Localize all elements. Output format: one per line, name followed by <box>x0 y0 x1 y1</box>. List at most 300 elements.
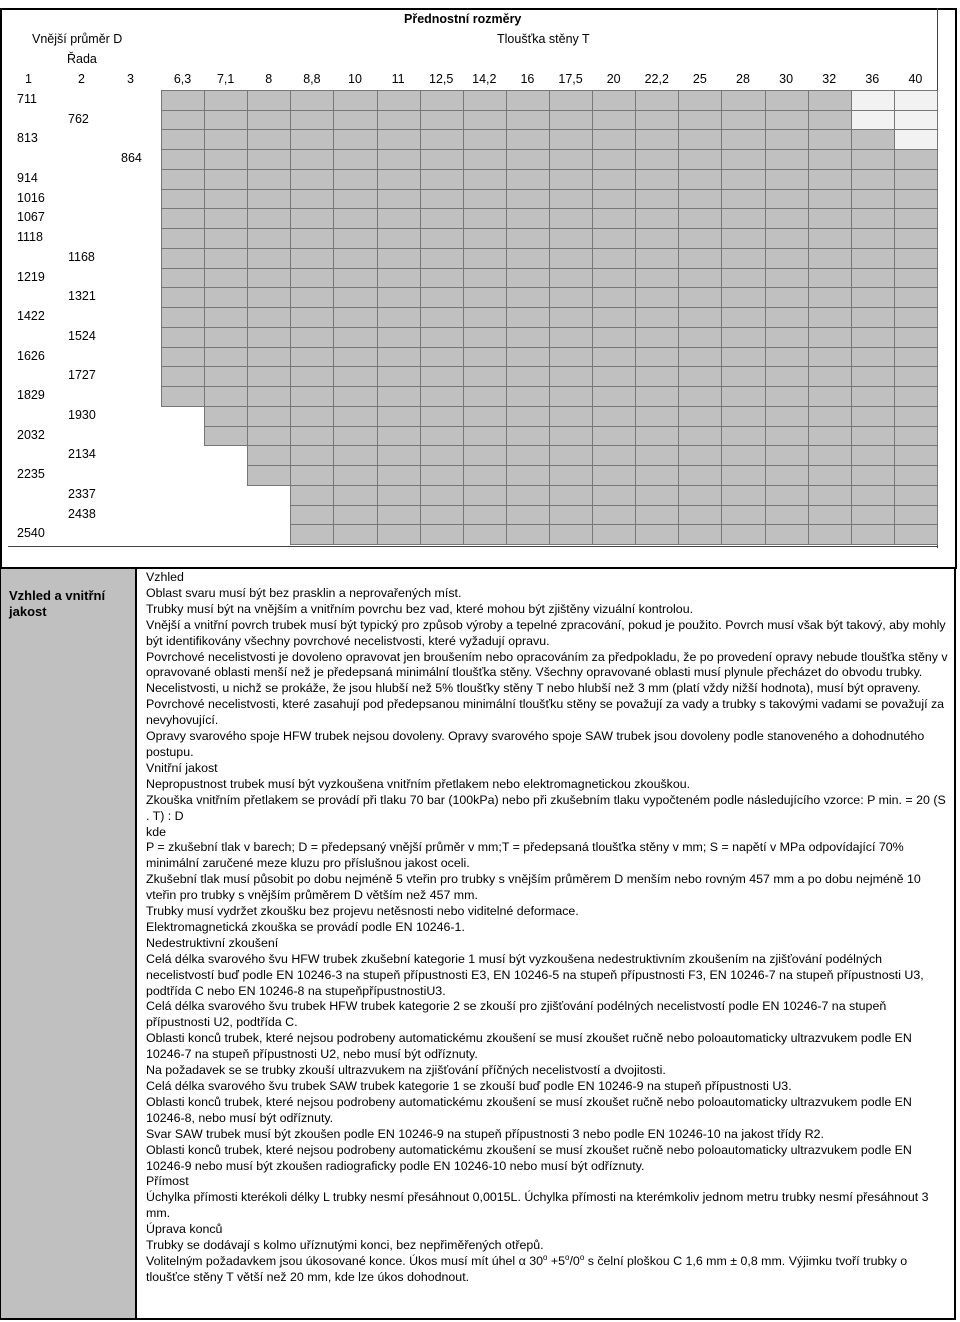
availability-cell <box>506 505 550 526</box>
availability-cell <box>420 465 464 486</box>
availability-cell <box>247 366 291 387</box>
availability-cell <box>247 129 291 150</box>
diameter-label: 2032 <box>17 427 45 442</box>
availability-cell <box>721 169 765 190</box>
availability-cell <box>635 406 679 427</box>
availability-cell <box>592 169 636 190</box>
availability-cell <box>161 208 205 229</box>
availability-cell <box>463 406 507 427</box>
availability-cell <box>333 465 377 486</box>
paragraph: Oblasti konců trubek, které nejsou podrobeny automatickému zkoušení se musí zkoušet ručně nebo poloautomaticky ultrazvukem podle EN 10246-7 na stupeň přípustnosti U2, nebo musí být odříznuty. <box>146 1031 912 1062</box>
availability-cell <box>678 445 722 466</box>
availability-cell <box>377 287 421 308</box>
availability-cell <box>420 208 464 229</box>
availability-cell <box>506 189 550 210</box>
availability-cell <box>463 268 507 289</box>
availability-cell <box>506 386 550 407</box>
availability-cell <box>592 347 636 368</box>
availability-cell <box>851 445 895 466</box>
availability-cell <box>377 386 421 407</box>
availability-cell <box>377 129 421 150</box>
availability-cell <box>420 149 464 170</box>
paragraph: Zkušební tlak musí působit po dobu nejméně 5 vteřin pro trubky s vnějším průměrem D menším nebo rovným 457 mm a po dobu nejméně 10 vteřin pro trubky s vnějším průměrem D větším než 457 mm. <box>146 872 921 903</box>
availability-cell <box>204 90 248 111</box>
availability-cell <box>463 327 507 348</box>
availability-cell <box>894 406 938 427</box>
availability-cell <box>765 110 809 131</box>
availability-cell <box>678 426 722 447</box>
availability-cell <box>765 129 809 150</box>
table-title: Přednostní rozměry <box>404 12 522 26</box>
availability-cell <box>420 366 464 387</box>
availability-cell <box>247 268 291 289</box>
availability-cell <box>420 268 464 289</box>
availability-cell <box>333 129 377 150</box>
availability-cell <box>161 366 205 387</box>
thickness-header: 14,2 <box>472 72 497 86</box>
paragraph: Oblasti konců trubek, které nejsou podrobeny automatickému zkoušení se musí zkoušet ručně nebo poloautomaticky ultrazvukem podle EN 10246-8, nebo musí být odříznuty. <box>146 1094 912 1125</box>
availability-cell <box>851 169 895 190</box>
availability-cell <box>678 110 722 131</box>
availability-cell <box>549 129 593 150</box>
paragraph: P = zkušební tlak v barech; D = předepsaný vnější průměr v mm;T = předepsaná tloušťka stěny v mm; S = napětí v MPa odpovídající 70% minimální zaručené meze kluzu pro příslušnou jakost oceli. <box>146 840 904 871</box>
availability-cell <box>290 208 334 229</box>
availability-cell <box>506 110 550 131</box>
availability-cell <box>333 208 377 229</box>
availability-cell <box>808 485 852 506</box>
availability-cell <box>290 307 334 328</box>
availability-cell <box>851 307 895 328</box>
table-border-left <box>0 8 2 569</box>
availability-cell <box>808 287 852 308</box>
availability-cell <box>808 228 852 249</box>
availability-cell <box>333 485 377 506</box>
availability-cell <box>721 406 765 427</box>
thickness-header: 40 <box>908 72 923 86</box>
availability-cell <box>247 445 291 466</box>
availability-cell <box>290 228 334 249</box>
availability-cell <box>161 327 205 348</box>
availability-cell <box>204 189 248 210</box>
availability-cell <box>635 110 679 131</box>
series-label: Řada <box>67 52 97 66</box>
availability-cell <box>463 129 507 150</box>
paragraph: Elektromagnetická zkouška se provádí podle EN 10246-1. <box>146 919 465 934</box>
availability-cell <box>721 445 765 466</box>
availability-cell <box>247 327 291 348</box>
paragraph: Trubky musí být na vnějším a vnitřním povrchu bez vad, které mohou být zjištěny vizuální kontrolou. <box>146 601 694 616</box>
availability-cell <box>808 169 852 190</box>
availability-cell <box>333 228 377 249</box>
availability-cell <box>894 268 938 289</box>
availability-cell <box>463 90 507 111</box>
availability-cell <box>894 307 938 328</box>
availability-cell <box>549 90 593 111</box>
availability-cell <box>808 347 852 368</box>
availability-cell <box>851 485 895 506</box>
availability-cell <box>247 189 291 210</box>
availability-cell <box>506 287 550 308</box>
diameter-label: 864 <box>121 151 142 165</box>
availability-cell <box>333 90 377 111</box>
availability-cell <box>894 169 938 190</box>
availability-cell <box>851 524 895 545</box>
availability-cell <box>678 465 722 486</box>
availability-cell <box>721 327 765 348</box>
availability-cell <box>635 248 679 269</box>
availability-cell <box>765 307 809 328</box>
paragraph-bevel: Volitelným požadavkem jsou úkosované konce. Úkos musí mít úhel α $30^o +5^o/0^o$ s čelní ploškou C 1,6 mm ± 0,8 mm. Výjimku tvoří trubky o tloušťce stěny T větší než 20 mm, kde lze úkos dohodnout. <box>146 1252 908 1284</box>
availability-cell <box>333 149 377 170</box>
availability-cell <box>851 465 895 486</box>
availability-cell <box>204 228 248 249</box>
availability-cell <box>721 465 765 486</box>
series-number-header: 2 <box>78 72 85 86</box>
availability-cell <box>851 366 895 387</box>
availability-cell <box>894 366 938 387</box>
availability-cell <box>721 307 765 328</box>
thickness-header: 20 <box>606 72 621 86</box>
availability-cell <box>506 90 550 111</box>
availability-cell <box>721 228 765 249</box>
availability-cell <box>894 149 938 170</box>
availability-cell <box>333 110 377 131</box>
diameter-label: 2337 <box>68 486 96 501</box>
availability-cell <box>463 228 507 249</box>
availability-cell <box>204 406 248 427</box>
availability-cell <box>721 248 765 269</box>
availability-cell <box>204 129 248 150</box>
availability-cell <box>808 524 852 545</box>
diameter-label: 762 <box>68 111 89 126</box>
availability-cell <box>765 366 809 387</box>
availability-cell <box>808 208 852 229</box>
section-border-bottom <box>0 1318 956 1320</box>
diameter-label: 1321 <box>68 289 96 304</box>
availability-cell <box>420 406 464 427</box>
availability-cell <box>161 386 205 407</box>
availability-cell <box>506 307 550 328</box>
diameter-label: 813 <box>17 131 38 146</box>
section-label-column <box>0 568 137 1320</box>
paragraph: Vnitřní jakost <box>146 760 218 775</box>
availability-cell <box>765 406 809 427</box>
availability-cell <box>894 426 938 447</box>
availability-cell <box>549 110 593 131</box>
availability-cell <box>678 485 722 506</box>
diameter-label: 1727 <box>68 368 96 383</box>
availability-cell <box>851 228 895 249</box>
availability-cell <box>808 268 852 289</box>
paragraph: Úprava konců <box>146 1222 223 1237</box>
availability-cell <box>377 327 421 348</box>
availability-cell <box>290 505 334 526</box>
availability-cell <box>333 268 377 289</box>
availability-cell <box>420 445 464 466</box>
availability-cell <box>204 268 248 289</box>
availability-cell <box>420 248 464 269</box>
availability-cell <box>463 248 507 269</box>
availability-cell <box>161 129 205 150</box>
availability-cell <box>635 268 679 289</box>
availability-cell <box>377 445 421 466</box>
availability-cell <box>290 485 334 506</box>
appearance-section <box>0 568 956 1322</box>
availability-cell <box>765 208 809 229</box>
availability-cell <box>204 149 248 170</box>
availability-cell <box>894 90 938 111</box>
availability-cell <box>377 169 421 190</box>
availability-cell <box>721 208 765 229</box>
availability-cell <box>894 189 938 210</box>
availability-cell <box>420 524 464 545</box>
availability-cell <box>506 327 550 348</box>
availability-cell <box>765 149 809 170</box>
availability-cell <box>851 189 895 210</box>
paragraph: Na požadavek se se trubky zkouší ultrazvukem na zjišťování příčných necelistvostí a dvojitosti. <box>146 1063 666 1078</box>
availability-cell <box>377 505 421 526</box>
availability-cell <box>765 426 809 447</box>
availability-cell <box>851 406 895 427</box>
availability-cell <box>635 485 679 506</box>
availability-cell <box>506 366 550 387</box>
availability-cell <box>506 248 550 269</box>
availability-cell <box>247 208 291 229</box>
availability-cell <box>894 445 938 466</box>
availability-cell <box>808 129 852 150</box>
availability-cell <box>506 268 550 289</box>
availability-cell <box>851 268 895 289</box>
diameter-label: 1626 <box>17 348 45 363</box>
availability-cell <box>765 465 809 486</box>
availability-cell <box>894 287 938 308</box>
wt-label: Tloušťka stěny T <box>497 32 590 46</box>
od-label: Vnější průměr D <box>32 32 123 46</box>
diameter-label: 1422 <box>17 309 45 323</box>
availability-cell <box>463 426 507 447</box>
availability-cell <box>851 208 895 229</box>
availability-cell <box>333 347 377 368</box>
availability-cell <box>549 524 593 545</box>
availability-cell <box>204 386 248 407</box>
availability-cell <box>247 110 291 131</box>
availability-cell <box>721 386 765 407</box>
availability-cell <box>204 169 248 190</box>
availability-cell <box>204 287 248 308</box>
availability-cell <box>549 465 593 486</box>
availability-cell <box>463 445 507 466</box>
availability-cell <box>247 406 291 427</box>
availability-cell <box>290 129 334 150</box>
availability-cell <box>290 366 334 387</box>
thickness-header: 36 <box>865 72 880 86</box>
availability-cell <box>635 129 679 150</box>
thickness-header: 8,8 <box>303 72 321 86</box>
availability-cell <box>290 149 334 170</box>
availability-cell <box>420 287 464 308</box>
availability-cell <box>333 505 377 526</box>
availability-cell <box>161 110 205 131</box>
availability-cell <box>506 406 550 427</box>
availability-cell <box>290 189 334 210</box>
availability-cell <box>851 149 895 170</box>
availability-cell <box>377 366 421 387</box>
availability-cell <box>635 366 679 387</box>
availability-cell <box>678 327 722 348</box>
availability-cell <box>592 366 636 387</box>
paragraph: kde <box>146 824 166 839</box>
availability-cell <box>247 149 291 170</box>
availability-cell <box>678 386 722 407</box>
availability-cell <box>635 189 679 210</box>
paragraph: Celá délka svarového švu trubek SAW trubek kategorie 1 se zkouší buď podle EN 10246-9 na stupeň přípustnosti U3. <box>146 1079 792 1093</box>
availability-cell <box>506 129 550 150</box>
availability-cell <box>420 347 464 368</box>
availability-cell <box>290 169 334 190</box>
availability-cell <box>247 386 291 407</box>
paragraph: Oblast svaru musí být bez prasklin a neprovařených míst. <box>146 585 462 600</box>
availability-cell <box>765 386 809 407</box>
availability-cell <box>592 228 636 249</box>
availability-cell <box>161 90 205 111</box>
availability-cell <box>678 149 722 170</box>
availability-cell <box>290 287 334 308</box>
availability-cell <box>420 485 464 506</box>
diameter-label: 2134 <box>68 447 96 462</box>
availability-cell <box>894 386 938 407</box>
availability-cell <box>247 287 291 308</box>
availability-cell <box>549 426 593 447</box>
availability-cell <box>333 327 377 348</box>
availability-cell <box>894 110 938 131</box>
availability-cell <box>721 268 765 289</box>
availability-cell <box>463 347 507 368</box>
availability-cell <box>851 248 895 269</box>
availability-cell <box>851 90 895 111</box>
availability-cell <box>333 366 377 387</box>
availability-cell <box>721 287 765 308</box>
availability-cell <box>851 347 895 368</box>
thickness-header: 16 <box>520 72 535 86</box>
availability-cell <box>247 307 291 328</box>
availability-cell <box>506 485 550 506</box>
diameter-label: 711 <box>17 91 37 106</box>
availability-cell <box>333 248 377 269</box>
availability-cell <box>765 505 809 526</box>
availability-cell <box>333 426 377 447</box>
availability-cell <box>851 426 895 447</box>
availability-cell <box>506 208 550 229</box>
availability-cell <box>851 505 895 526</box>
thickness-header: 7,1 <box>216 72 235 86</box>
availability-cell <box>204 110 248 131</box>
diameter-label: 2438 <box>68 506 96 521</box>
availability-cell <box>377 248 421 269</box>
availability-cell <box>808 327 852 348</box>
availability-cell <box>161 347 205 368</box>
availability-cell <box>851 386 895 407</box>
paragraph: Necelistvosti, u nichž se prokáže, že jsou hlubší než 5% tloušťky stěny T nebo hlubší než 3 mm (platí vždy nižší hodnota), musí být opraveny. <box>146 681 921 696</box>
diameter-label: 1219 <box>17 269 45 284</box>
availability-cell <box>635 347 679 368</box>
paragraph: Povrchové necelistvosti je dovoleno opravovat jen broušením nebo opracováním za předpokladu, že po provedení opravy nebude tloušťka stěny v opravované oblasti menší než je předepsaná minimální tloušťka stěny. Všechny opravované oblasti musí plynule přecházet do obvodu trubky. <box>146 649 948 680</box>
diameter-label: 1930 <box>68 407 96 422</box>
availability-cell <box>894 228 938 249</box>
availability-cell <box>463 386 507 407</box>
availability-cell <box>420 426 464 447</box>
availability-cell <box>377 524 421 545</box>
availability-cell <box>333 445 377 466</box>
availability-cell <box>463 505 507 526</box>
availability-cell <box>506 149 550 170</box>
availability-cell <box>721 485 765 506</box>
availability-cell <box>721 524 765 545</box>
availability-cell <box>592 110 636 131</box>
paragraph: Oblasti konců trubek, které nejsou podrobeny automatickému zkoušení se musí zkoušet ručně nebo poloautomaticky ultrazvukem podle EN 10246-9 nebo musí být zkoušen radiograficky podle EN 10246-10 nebo musí být odříznuty. <box>146 1142 912 1173</box>
availability-cell <box>377 189 421 210</box>
availability-cell <box>592 505 636 526</box>
availability-cell <box>161 248 205 269</box>
availability-cell <box>549 307 593 328</box>
availability-cell <box>678 189 722 210</box>
availability-cell <box>721 426 765 447</box>
thickness-header: 12,5 <box>429 72 454 86</box>
availability-cell <box>765 287 809 308</box>
availability-cell <box>592 386 636 407</box>
availability-cell <box>161 287 205 308</box>
availability-cell <box>549 505 593 526</box>
availability-cell <box>592 485 636 506</box>
availability-cell <box>721 347 765 368</box>
availability-cell <box>808 307 852 328</box>
availability-cell <box>463 366 507 387</box>
availability-cell <box>290 248 334 269</box>
availability-cell <box>161 228 205 249</box>
availability-cell <box>247 90 291 111</box>
availability-cell <box>377 208 421 229</box>
availability-cell <box>377 149 421 170</box>
availability-cell <box>765 524 809 545</box>
availability-cell <box>463 208 507 229</box>
availability-cell <box>161 169 205 190</box>
availability-cell <box>377 426 421 447</box>
availability-cell <box>549 445 593 466</box>
diameter-label: 1829 <box>17 388 45 402</box>
availability-cell <box>377 485 421 506</box>
availability-cell <box>161 268 205 289</box>
availability-cell <box>290 386 334 407</box>
availability-cell <box>765 189 809 210</box>
availability-cell <box>204 307 248 328</box>
availability-cell <box>161 149 205 170</box>
availability-cell <box>635 307 679 328</box>
availability-cell <box>549 228 593 249</box>
paragraph: Vzhled <box>146 570 184 584</box>
table-border-top <box>0 8 957 10</box>
availability-cell <box>765 169 809 190</box>
section-label: Vzhled a vnitřní jakost <box>9 588 106 619</box>
availability-cell <box>851 110 895 131</box>
availability-cell <box>420 386 464 407</box>
availability-cell <box>808 90 852 111</box>
availability-cell <box>506 465 550 486</box>
availability-cell <box>506 426 550 447</box>
availability-cell <box>463 169 507 190</box>
availability-cell <box>721 189 765 210</box>
availability-cell <box>635 465 679 486</box>
availability-cell <box>808 445 852 466</box>
availability-cell <box>420 189 464 210</box>
